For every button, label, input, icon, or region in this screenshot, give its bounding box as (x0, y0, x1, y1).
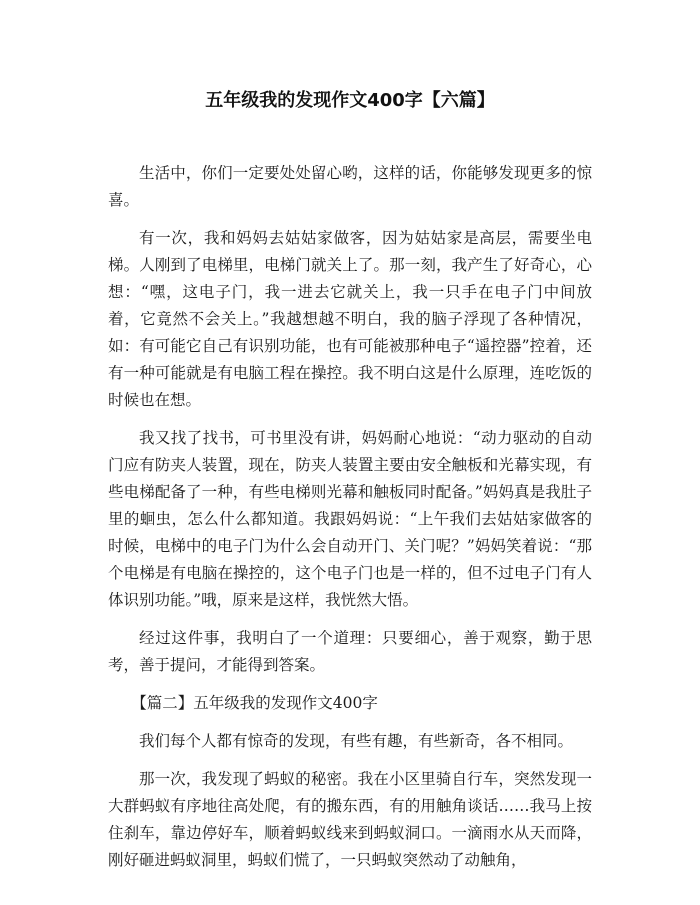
paragraph-intro: 生活中，你们一定要处处留心哟，这样的话，你能够发现更多的惊喜。 (108, 164, 592, 209)
paragraph-mother-explains: 我又找了找书，可书里没有讲，妈妈耐心地说：“动力驱动的自动门应有防夹人装置，现在，防夹人装置主要由安全触板和光幕实现，有些电梯配备了一种，有些电梯则光幕和触板同时配备。”妈妈真是我肚子里的蛔虫，怎么什么都知道。我跟妈妈说：“上午我们去姑姑家做客的时候，电梯中的电子门为什么会自动开门、关门呢？”妈妈笑着说：“那个电梯是有电脑在操控的，这个电子门也是一样的，但不过电子门有人体识别功能。”哦，原来是这样，我恍然大悟。 (108, 429, 592, 609)
document-title: 五年级我的发现作文400字【六篇】 (205, 90, 495, 111)
paragraph-ant-story: 那一次，我发现了蚂蚁的秘密。我在小区里骑自行车，突然发现一大群蚂蚁有序地往高处爬，有的搬东西，有的用触角谈话……我马上按住刹车，靠边停好车，顺着蚂蚁线来到蚂蚁洞口。一滴雨水从天而降，刚好砸进蚂蚁洞里，蚂蚁们慌了，一只蚂蚁突然动了动触角， (108, 770, 592, 869)
paragraph-lesson: 经过这件事，我明白了一个道理：只要细心，善于观察，勤于思考，善于提问，才能得到答案。 (108, 629, 592, 674)
section-heading-part-two: 【篇二】五年级我的发现作文400字 (131, 694, 378, 712)
paragraph-part-two-intro: 我们每个人都有惊奇的发现，有些有趣，有些新奇，各不相同。 (139, 732, 574, 750)
document-body (108, 160, 592, 885)
paragraph-elevator-story: 有一次，我和妈妈去姑姑家做客，因为姑姑家是高层，需要坐电梯。人刚到了电梯里，电梯门就关上了。那一刻，我产生了好奇心，心想：“嘿，这电子门，我一进去它就关上，我一只手在电子门中间放着，它竟然不会关上。”我越想越不明白，我的脑子浮现了各种情况，如：有可能它自己有识别功能，也有可能被那种电子“遥控器”控着，还有一种可能就是有电脑工程在操控。我不明白这是什么原理，连吃饭的时候也在想。 (108, 229, 592, 409)
